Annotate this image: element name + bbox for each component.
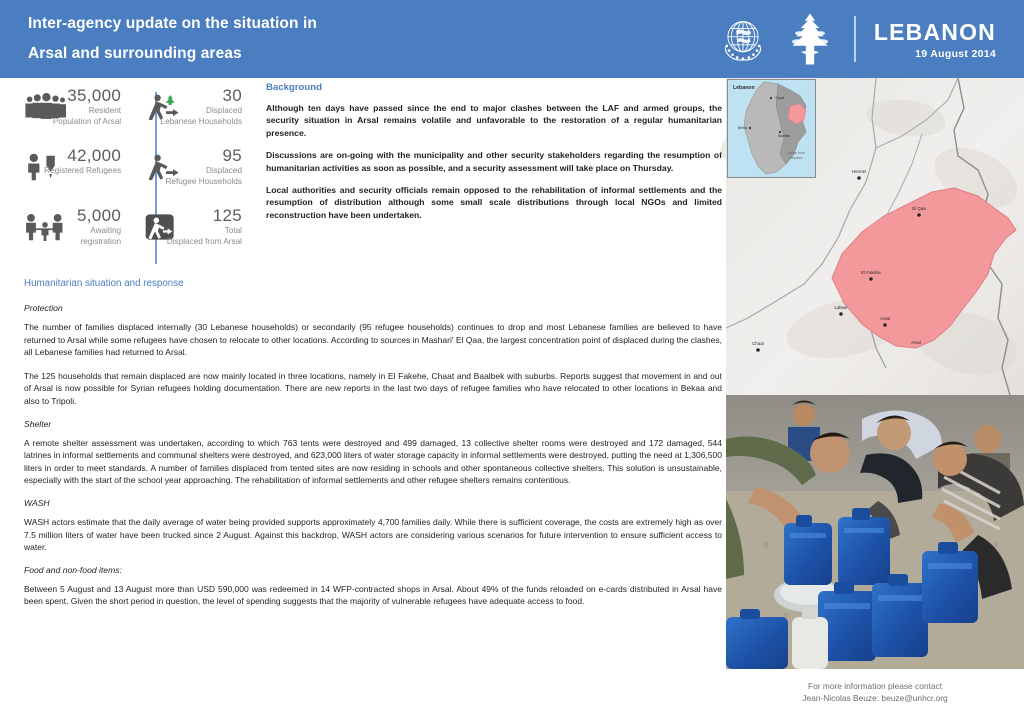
svg-text:Lebanon: Lebanon	[733, 85, 755, 91]
subsection-title: Shelter	[24, 418, 52, 429]
country-name: LEBANON	[873, 18, 996, 45]
humanitarian-section	[24, 278, 722, 619]
subsection-protection	[24, 303, 722, 408]
stat-value: 95	[222, 146, 242, 165]
subsection-paragraph: Between 5 August and 13 August more than USD 590,000 was redeemed in 14 WFP-contracted shops in Arsal. About 49% of the funds reloaded on e-cards distributed in Arsal have been spent. Given the short period in question, the level of spending suggests that the majority of vulnerable refugees have adequate access to food.	[24, 583, 722, 607]
stat-value: 125	[212, 206, 242, 225]
stat-label: Displaced Refugee Households	[165, 166, 242, 186]
subsection-shelter	[24, 419, 722, 487]
background-paragraph: Discussions are on-going with the municipality and other security stakeholders regarding the resumption of humanitarian activities as soon as possible, and a security assessment will take place on Thursday.	[266, 150, 722, 173]
key-figures-panel	[24, 86, 242, 266]
lebanon-inset-map	[727, 79, 816, 178]
field-photo	[726, 395, 1024, 669]
un-emblem-icon	[712, 10, 774, 68]
map-label-arsal-district	[911, 340, 921, 345]
page-title-line2: Arsal and surrounding areas	[28, 45, 242, 62]
report-date: 19 August 2014	[915, 47, 996, 60]
svg-text:Beirut: Beirut	[738, 126, 747, 130]
page-header	[0, 0, 1024, 78]
subsection-paragraph: The 125 households that remain displaced are now mainly located in three locations, namely in El Fakehe, Chaat and Baalbek with suburbs. Reports suggest that movement in and out of Arsal is now possible for Syrian refugees holding documentation. There are new reports in the last two days of refugee families who have relocated to other locations in Bekaa and also to Tripoli.	[24, 370, 722, 406]
lebanon-cedar-icon	[784, 10, 836, 68]
stat-value: 5,000	[77, 206, 122, 225]
svg-text:Tripoli: Tripoli	[775, 96, 785, 100]
stat-label: Total Displaced from Arsal	[166, 226, 242, 246]
arsal-map[interactable]	[726, 78, 1024, 395]
header-divider	[854, 16, 856, 62]
header-title-block	[0, 9, 317, 69]
subsection-paragraph: The number of families displaced internally (30 Lebanese households) or secondarily (95 refugee households) continues to drop and most Lebanese families are believed to have returned to Arsal while some refugees have chosen to relocate to other locations. According to sources in Mashari' El Qaa, the largest concentration point of displaced during the clashes, all Lebanese families had returned to Arsal.	[24, 322, 722, 358]
left-content-column	[0, 78, 726, 724]
subsection-paragraph: WASH actors estimate that the daily average of water being provided supports approximately 4,700 families daily. While there is sufficient coverage, the costs are extremely high as over 7.5 million liters of water have been trucked since 2 August. Against this backdrop, WASH actors are considering various scenarios for future intervention to ensure sufficient access to water.	[24, 516, 722, 553]
key-figures-right-column	[143, 86, 242, 266]
stat-displaced-lebanese-households	[143, 86, 242, 146]
humanitarian-heading: Humanitarian situation and response	[24, 278, 184, 289]
stat-value: 30	[222, 86, 242, 105]
photo-white-jug	[792, 609, 828, 669]
stat-resident-population	[24, 86, 121, 146]
svg-text:El Qaa: El Qaa	[912, 206, 926, 211]
contact-line-1: For more information please contact	[807, 681, 943, 691]
stat-value: 35,000	[67, 86, 122, 105]
subsection-title: WASH	[24, 497, 50, 508]
svg-text:Syrian Arab: Syrian Arab	[787, 151, 805, 155]
stat-displaced-refugee-households	[143, 146, 242, 206]
svg-text:Arsal: Arsal	[911, 340, 921, 345]
svg-text:El Fakehe: El Fakehe	[861, 270, 881, 275]
svg-text:Labwe: Labwe	[834, 305, 848, 310]
key-figures-left-column	[24, 86, 121, 266]
stat-value: 42,000	[67, 146, 122, 165]
contact-block	[726, 669, 1024, 724]
stat-total-displaced	[143, 206, 242, 266]
background-paragraph: Local authorities and security officials remain opposed to the rehabilitation of informal settlements and the resumption of distribution although some small scale distributions through local NGOs and limited reconstruction have been undertaken.	[266, 185, 722, 220]
stat-registered-refugees	[24, 146, 121, 206]
svg-text:Hermel: Hermel	[851, 169, 867, 174]
subsection-title: Protection	[24, 303, 63, 313]
background-section	[266, 82, 722, 231]
subsection-food	[24, 565, 722, 608]
svg-text:Baalbek: Baalbek	[778, 134, 791, 138]
background-paragraph: Although ten days have passed since the end to major clashes between the LAF and armed groups, the security situation in Arsal remains volatile and unfavorable to the restoration of a regular humanitarian presence.	[266, 103, 722, 138]
contact-line-2[interactable]: Jean-Nicolas Beuze: beuze@unhcr.org	[802, 693, 948, 703]
svg-text:Chaat: Chaat	[752, 341, 764, 346]
header-country-block	[874, 19, 996, 60]
subsection-wash	[24, 498, 722, 554]
svg-text:Arsal: Arsal	[879, 316, 891, 321]
stat-label: Resident Population of Arsal	[52, 106, 122, 126]
page-title-line1: Inter-agency update on the situation in	[28, 15, 317, 32]
stat-awaiting-registration	[24, 206, 121, 266]
stat-label: Registered Refugees	[44, 166, 122, 175]
svg-text:Republic: Republic	[789, 156, 803, 160]
right-media-column	[726, 78, 1024, 724]
stat-label: Displaced Lebanese Households	[160, 106, 242, 126]
subsection-title: Food and non-food items:	[24, 564, 122, 575]
subsection-paragraph: A remote shelter assessment was undertaken, according to which 763 tents were destroyed and 499 damaged, 13 collective shelter rooms were destroyed and 172 damaged, 544 latrines in informal settlements and communal shelters were destroyed, and 623,000 liters of water storage capacity in informal settlements were destroyed, putting the need at 1,306,500 liters in order to meet standards. A number of families displaced from tented sites are now residing in schools and other spontaneous collective shelters. This solution is unsustainable, especially with the start of the school year approaching. The rehabilitation of informal settlements and other refugee shelters remains contentious.	[24, 437, 722, 486]
header-logo-block	[712, 10, 1024, 68]
stat-label: Awaiting registration	[80, 226, 122, 246]
background-heading: Background	[266, 82, 322, 93]
